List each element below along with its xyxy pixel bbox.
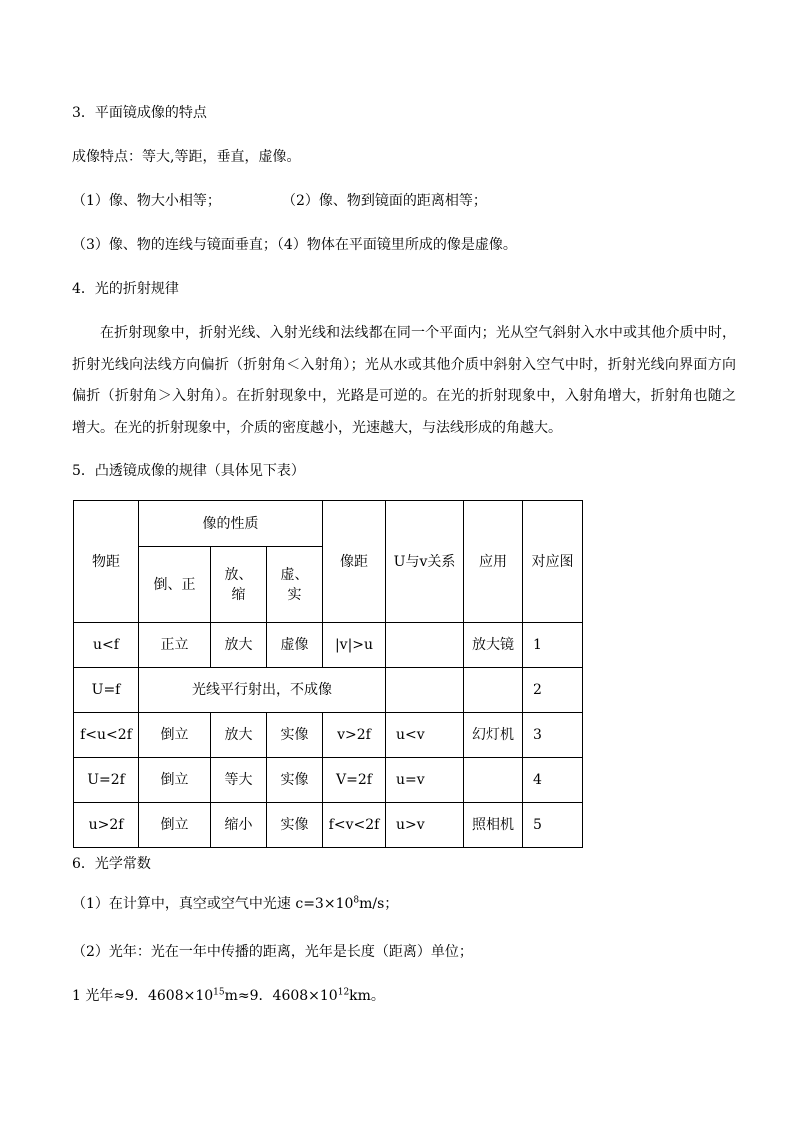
table-row [74, 758, 583, 803]
light-year-exponent-2: 12 [337, 987, 350, 998]
cell-magnification: 放大 [211, 623, 267, 668]
header-image-nature: 像的性质 [139, 501, 323, 547]
cell-object-distance: U=2f [74, 758, 139, 803]
cell-real-virtual: 虚像 [267, 623, 323, 668]
cell-figure: 5 [523, 803, 583, 848]
section-4-heading: 4．光的折射规律 [72, 281, 179, 297]
cell-uv-relation [386, 668, 464, 713]
cell-figure: 1 [523, 623, 583, 668]
header-object-distance: 物距 [74, 501, 139, 623]
cell-merged-note: 光线平行射出，不成像 [139, 668, 386, 713]
cell-object-distance: u<f [74, 623, 139, 668]
cell-real-virtual: 实像 [267, 713, 323, 758]
mirror-item-1: （1）像、物大小相等； [72, 193, 221, 209]
cell-magnification: 放大 [211, 713, 267, 758]
light-year-text-1: 1 光年≈9．4608×10 [72, 988, 214, 1004]
cell-orientation: 正立 [139, 623, 211, 668]
cell-application: 照相机 [464, 803, 523, 848]
cell-figure: 3 [523, 713, 583, 758]
cell-uv-relation: u>v [386, 803, 464, 848]
light-year-text-3: km。 [349, 988, 385, 1004]
cell-uv-relation [386, 623, 464, 668]
cell-application [464, 758, 523, 803]
section-3-heading: 3．平面镜成像的特点 [72, 105, 207, 121]
cell-image-distance: V=2f [323, 758, 386, 803]
header-orientation: 倒、正 [139, 547, 211, 623]
cell-magnification: 缩小 [211, 803, 267, 848]
light-year-text-2: m≈9．4608×10 [224, 988, 338, 1004]
table-row [74, 713, 583, 758]
cell-real-virtual: 实像 [267, 758, 323, 803]
cell-object-distance: f<u<2f [74, 713, 139, 758]
cell-orientation: 倒立 [139, 803, 211, 848]
cell-figure: 2 [523, 668, 583, 713]
header-figure: 对应图 [523, 501, 583, 623]
header-magnification: 放、缩 [211, 547, 267, 623]
cell-image-distance: v>2f [323, 713, 386, 758]
cell-real-virtual: 实像 [267, 803, 323, 848]
image-features-line: 成像特点：等大,等距，垂直，虚像。 [72, 149, 301, 165]
table-row [74, 668, 583, 713]
light-speed-text: （1）在计算中，真空或空气中光速 c=3×10 [72, 896, 354, 912]
cell-application [464, 668, 523, 713]
cell-magnification: 等大 [211, 758, 267, 803]
section-5-heading: 5．凸透镜成像的规律（具体见下表） [72, 463, 305, 479]
header-real-virtual: 虚、实 [267, 547, 323, 623]
light-year-exponent-1: 15 [213, 987, 225, 998]
cell-orientation: 倒立 [139, 713, 211, 758]
light-speed-line [72, 895, 398, 913]
header-application: 应用 [464, 501, 523, 623]
cell-figure: 4 [523, 758, 583, 803]
cell-image-distance: f<v<2f [323, 803, 386, 848]
light-year-value-line [72, 987, 385, 1005]
cell-object-distance: u>2f [74, 803, 139, 848]
section-6-heading: 6．光学常数 [72, 856, 151, 872]
cell-application: 放大镜 [464, 623, 523, 668]
header-image-distance: 像距 [323, 501, 386, 623]
mirror-item-3-4: （3）像、物的连线与镜面垂直；（4）物体在平面镜里所成的像是虚像。 [72, 237, 517, 253]
cell-image-distance: |v|>u [323, 623, 386, 668]
table-row [74, 803, 583, 848]
light-year-definition: （2）光年：光在一年中传播的距离，光年是长度（距离）单位； [72, 944, 473, 960]
light-speed-exponent: 8 [353, 895, 360, 906]
header-uv-relation: U与v关系 [386, 501, 464, 623]
cell-application: 幻灯机 [464, 713, 523, 758]
lens-imaging-table [73, 500, 583, 848]
table-row [74, 623, 583, 668]
cell-object-distance: U=f [74, 668, 139, 713]
cell-uv-relation: u=v [386, 758, 464, 803]
refraction-paragraph: 在折射现象中，折射光线、入射光线和法线都在同一个平面内；光从空气斜射入水中或其他介质中时，折射光线向法线方向偏折（折射角＜入射角）；光从水或其他介质中斜射入空气中时，折射光线向界面方向偏折（折射角＞入射角）。在折射现象中，光路是可逆的。在光的折射现象中，入射角增大，折射角也随之增大。在光的折射现象中，介质的密度越小，光速越大，与法线形成的角越大。 [72, 325, 736, 436]
mirror-item-2: （2）像、物到镜面的距离相等； [282, 193, 487, 209]
cell-orientation: 倒立 [139, 758, 211, 803]
light-speed-unit: m/s； [359, 896, 399, 912]
cell-uv-relation: u<v [386, 713, 464, 758]
